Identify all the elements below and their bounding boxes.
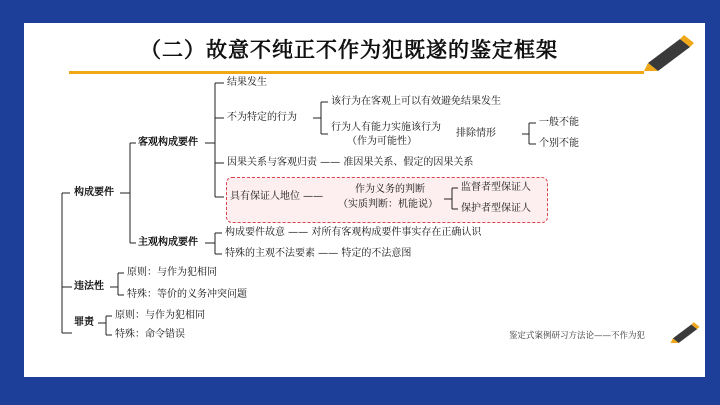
node-omission: 不为特定的行为 [227, 112, 297, 123]
footer-caption: 鉴定式案例研习方法论——不作为犯 [509, 331, 646, 341]
node-avoidability: 该行为在客观上可以有效避免结果发生 [331, 96, 501, 107]
node-culpability-principle: 原则：与作为犯相同 [115, 310, 205, 321]
node-supervisor-guarantor: 监督者型保证人 [461, 182, 531, 193]
node-result: 结果发生 [227, 77, 267, 88]
node-protector-guarantor: 保护者型保证人 [461, 203, 531, 214]
node-illegality-special: 特殊：等价的义务冲突问题 [127, 289, 247, 300]
node-objective-elements: 客观构成要件 [138, 137, 198, 148]
node-general-impossibility: 一般不能 [539, 117, 579, 128]
node-special-unlawful-element: 特殊的主观不法要素 —— 特定的不法意图 [225, 248, 412, 259]
node-intent: 构成要件故意 —— 对所有客观构成要件事实存在正确认识 [225, 227, 482, 238]
node-illegality: 违法性 [74, 281, 104, 292]
node-guarantor: 具有保证人地位 —— [230, 191, 324, 202]
node-individual-impossibility: 个别不能 [539, 138, 579, 149]
node-ability: 行为人有能力实施该行为 [331, 122, 441, 133]
node-duty-judgement-note: （实质判断：机能说） [338, 199, 438, 210]
node-constitutive-elements: 构成要件 [74, 187, 114, 198]
node-culpability: 罪责 [74, 317, 94, 328]
slide [24, 23, 705, 377]
node-duty-judgement: 作为义务的判断 [355, 184, 425, 195]
node-ability-note: （作为可能性） [347, 136, 417, 147]
node-exclusion: 排除情形 [456, 128, 496, 139]
node-causality: 因果关系与客观归责 —— 准因果关系、假定的因果关系 [227, 157, 474, 168]
node-subjective-elements: 主观构成要件 [138, 237, 198, 248]
slide-title: （二）故意不纯正不作为犯既遂的鉴定框架 [140, 38, 558, 62]
node-culpability-special: 特殊：命令错误 [115, 329, 185, 340]
node-illegality-principle: 原则：与作为犯相同 [127, 267, 217, 278]
